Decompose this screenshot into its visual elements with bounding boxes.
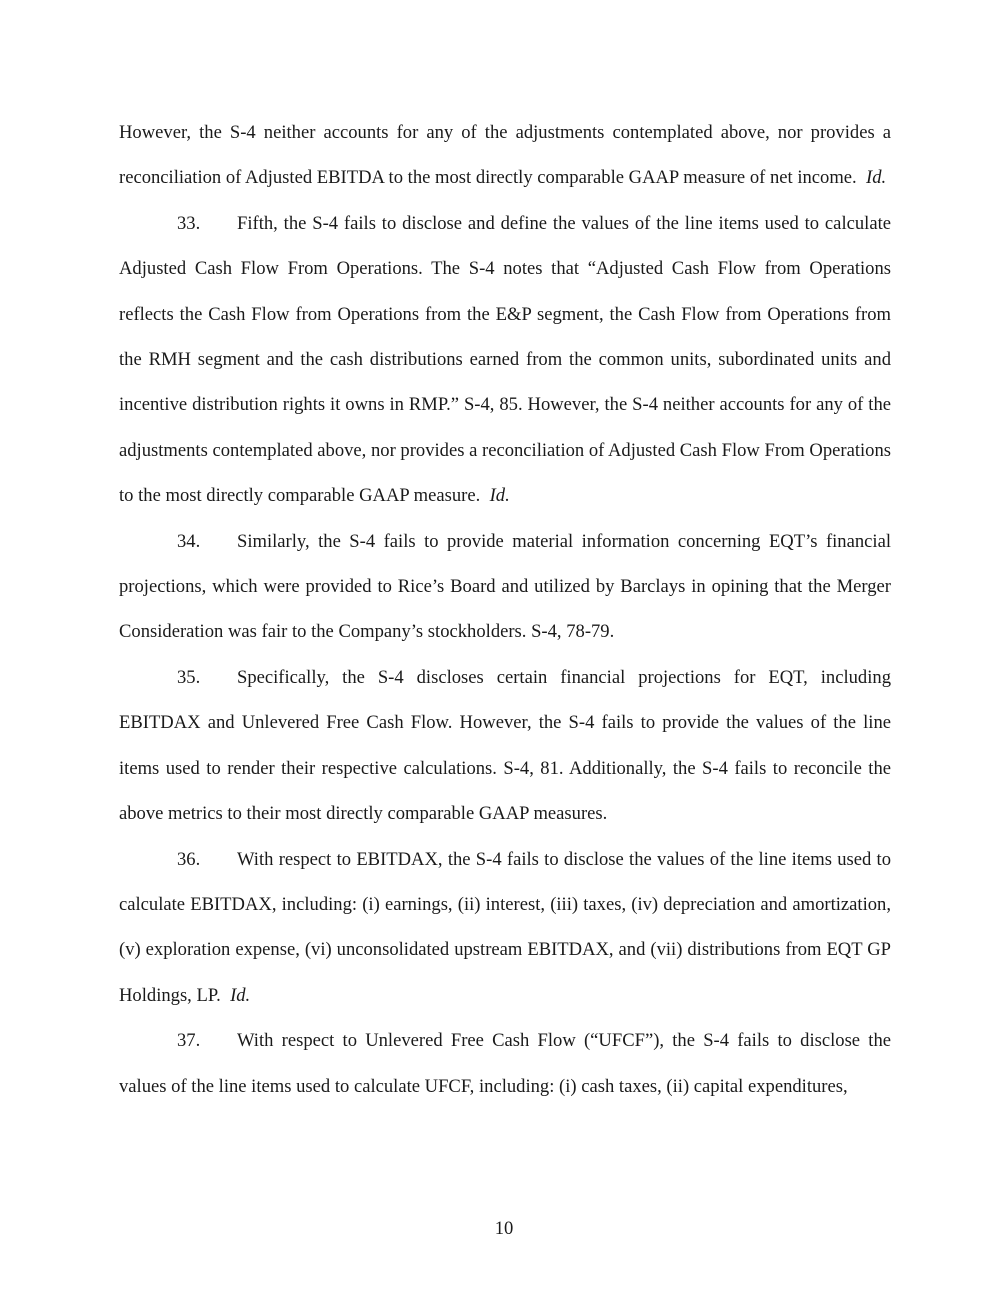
paragraph-36	[119, 837, 891, 1019]
paragraph-text: Specifically, the S-4 discloses certain financial projections for EQT, including EBITDAX and Unlevered Free Cash Flow. However, the S-4 fails to provide the values of the line items used to render their respective calculations. S-4, 81. Additionally, the S-4 fails to reconcile the above metrics to their most directly comparable GAAP measures.	[119, 666, 891, 825]
paragraph-33	[119, 201, 891, 519]
paragraph-number: 33.	[177, 212, 201, 234]
paragraph-number: 37.	[177, 1030, 201, 1052]
paragraph-number: 35.	[177, 666, 201, 688]
paragraph-number: 34.	[177, 530, 201, 552]
paragraph-text: With respect to Unlevered Free Cash Flow (“UFCF”), the S-4 fails to disclose the values of the line items used to calculate UFCF, including: (i) cash taxes, (ii) capital expenditures,	[119, 1030, 891, 1097]
paragraph-text: With respect to EBITDAX, the S-4 fails to disclose the values of the line items used to calculate EBITDAX, including: (i) earnings, (ii) interest, (iii) taxes, (iv) depreciation and amortization, (v) exploration expense, (vi) unconsolidated upstream EBITDAX, and (vii) distributions from EQT GP Holdings, LP.	[119, 848, 891, 1006]
document-body	[119, 110, 891, 1109]
paragraph-continuation	[119, 110, 891, 201]
paragraph-37	[119, 1018, 891, 1109]
page-number: 10	[494, 1218, 514, 1239]
paragraph-number: 36.	[177, 848, 201, 870]
paragraph-text: However, the S-4 neither accounts for any of the adjustments contemplated above, nor provides a reconciliation of Adjusted EBITDA to the most directly comparable GAAP measure of net income.	[119, 122, 891, 189]
paragraph-text: Fifth, the S-4 fails to disclose and define the values of the line items used to calculate Adjusted Cash Flow From Operations. The S-4 notes that “Adjusted Cash Flow from Operations reflects the Cash Flow from Operations from the E&P segment, the Cash Flow from Operations from the RMH segment and the cash distributions earned from the common units, subordinated units and incentive distribution rights it owns in RMP.” S-4, 85. However, the S-4 neither accounts for any of the adjustments contemplated above, nor provides a reconciliation of Adjusted Cash Flow From Operations to the most directly comparable GAAP measure.	[119, 212, 892, 507]
citation: Id.	[489, 485, 510, 507]
citation: Id.	[866, 167, 887, 189]
citation: Id.	[230, 984, 251, 1006]
paragraph-35	[119, 655, 891, 837]
paragraph-34	[119, 519, 891, 655]
paragraph-text: Similarly, the S-4 fails to provide material information concerning EQT’s financial projections, which were provided to Rice’s Board and utilized by Barclays in opining that the Merger Consideration was fair to the Company’s stockholders. S-4, 78-79.	[119, 530, 891, 643]
